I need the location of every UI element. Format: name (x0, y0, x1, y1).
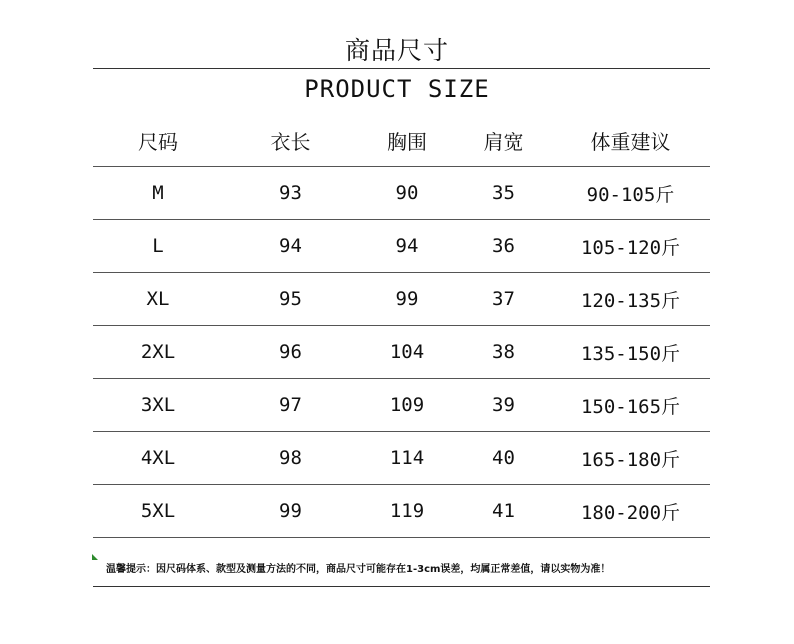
cell-length: 95 (279, 288, 302, 310)
cell-weight: 90-105斤 (586, 183, 675, 206)
cell-length: 99 (279, 500, 302, 522)
note-marker-icon (92, 554, 98, 560)
table-row (93, 432, 710, 485)
cell-chest: 90 (395, 182, 419, 204)
cell-shoulder: 36 (492, 235, 515, 257)
table-row (93, 220, 710, 273)
table-row (93, 273, 710, 326)
cell-shoulder: 38 (492, 341, 515, 363)
cell-length: 96 (279, 341, 302, 363)
cell-weight: 105-120斤 (580, 236, 681, 259)
size-table (93, 114, 710, 538)
cell-shoulder: 39 (492, 394, 515, 416)
table-row (93, 326, 710, 379)
cell-shoulder: 40 (492, 447, 515, 469)
cell-shoulder: 35 (492, 182, 515, 204)
cell-chest: 99 (395, 288, 419, 310)
footer-divider (93, 586, 710, 587)
cell-chest: 104 (389, 341, 425, 363)
cell-weight: 150-165斤 (580, 395, 681, 418)
cell-length: 98 (279, 447, 302, 469)
cell-weight: 180-200斤 (580, 501, 681, 524)
cell-length: 97 (279, 394, 302, 416)
cell-length: 93 (279, 182, 302, 204)
header-shoulder: 肩宽 (483, 129, 524, 154)
cell-size: L (152, 235, 164, 257)
header-length: 衣长 (270, 129, 311, 154)
cell-weight: 135-150斤 (580, 342, 681, 365)
table-row (93, 485, 710, 538)
cell-weight: 165-180斤 (580, 448, 681, 471)
cell-size: 5XL (140, 500, 176, 522)
header-chest: 胸围 (387, 129, 427, 154)
cell-size: M (152, 182, 164, 204)
cell-chest: 119 (389, 500, 425, 522)
cell-size: 2XL (140, 341, 176, 363)
cell-size: 3XL (140, 394, 176, 416)
cell-size: XL (146, 288, 170, 310)
cell-shoulder: 37 (492, 288, 515, 310)
header-weight: 体重建议 (590, 129, 671, 154)
cell-size: 4XL (140, 447, 176, 469)
page-title-english: PRODUCT SIZE (304, 75, 490, 103)
cell-shoulder: 41 (492, 500, 515, 522)
header-size: 尺码 (138, 129, 178, 154)
size-note: 温馨提示：因尺码体系、款型及测量方法的不同，商品尺寸可能存在1-3cm误差，均属正常差值，请以实物为准！ (106, 564, 611, 575)
table-row (93, 167, 710, 220)
cell-chest: 94 (395, 235, 419, 257)
cell-length: 94 (279, 235, 302, 257)
page-title-chinese: 商品尺寸 (344, 36, 449, 65)
cell-chest: 109 (389, 394, 425, 416)
cell-weight: 120-135斤 (580, 289, 681, 312)
table-row (93, 379, 710, 432)
table-header-row (93, 114, 710, 167)
cell-chest: 114 (389, 447, 425, 469)
title-divider (93, 68, 710, 69)
